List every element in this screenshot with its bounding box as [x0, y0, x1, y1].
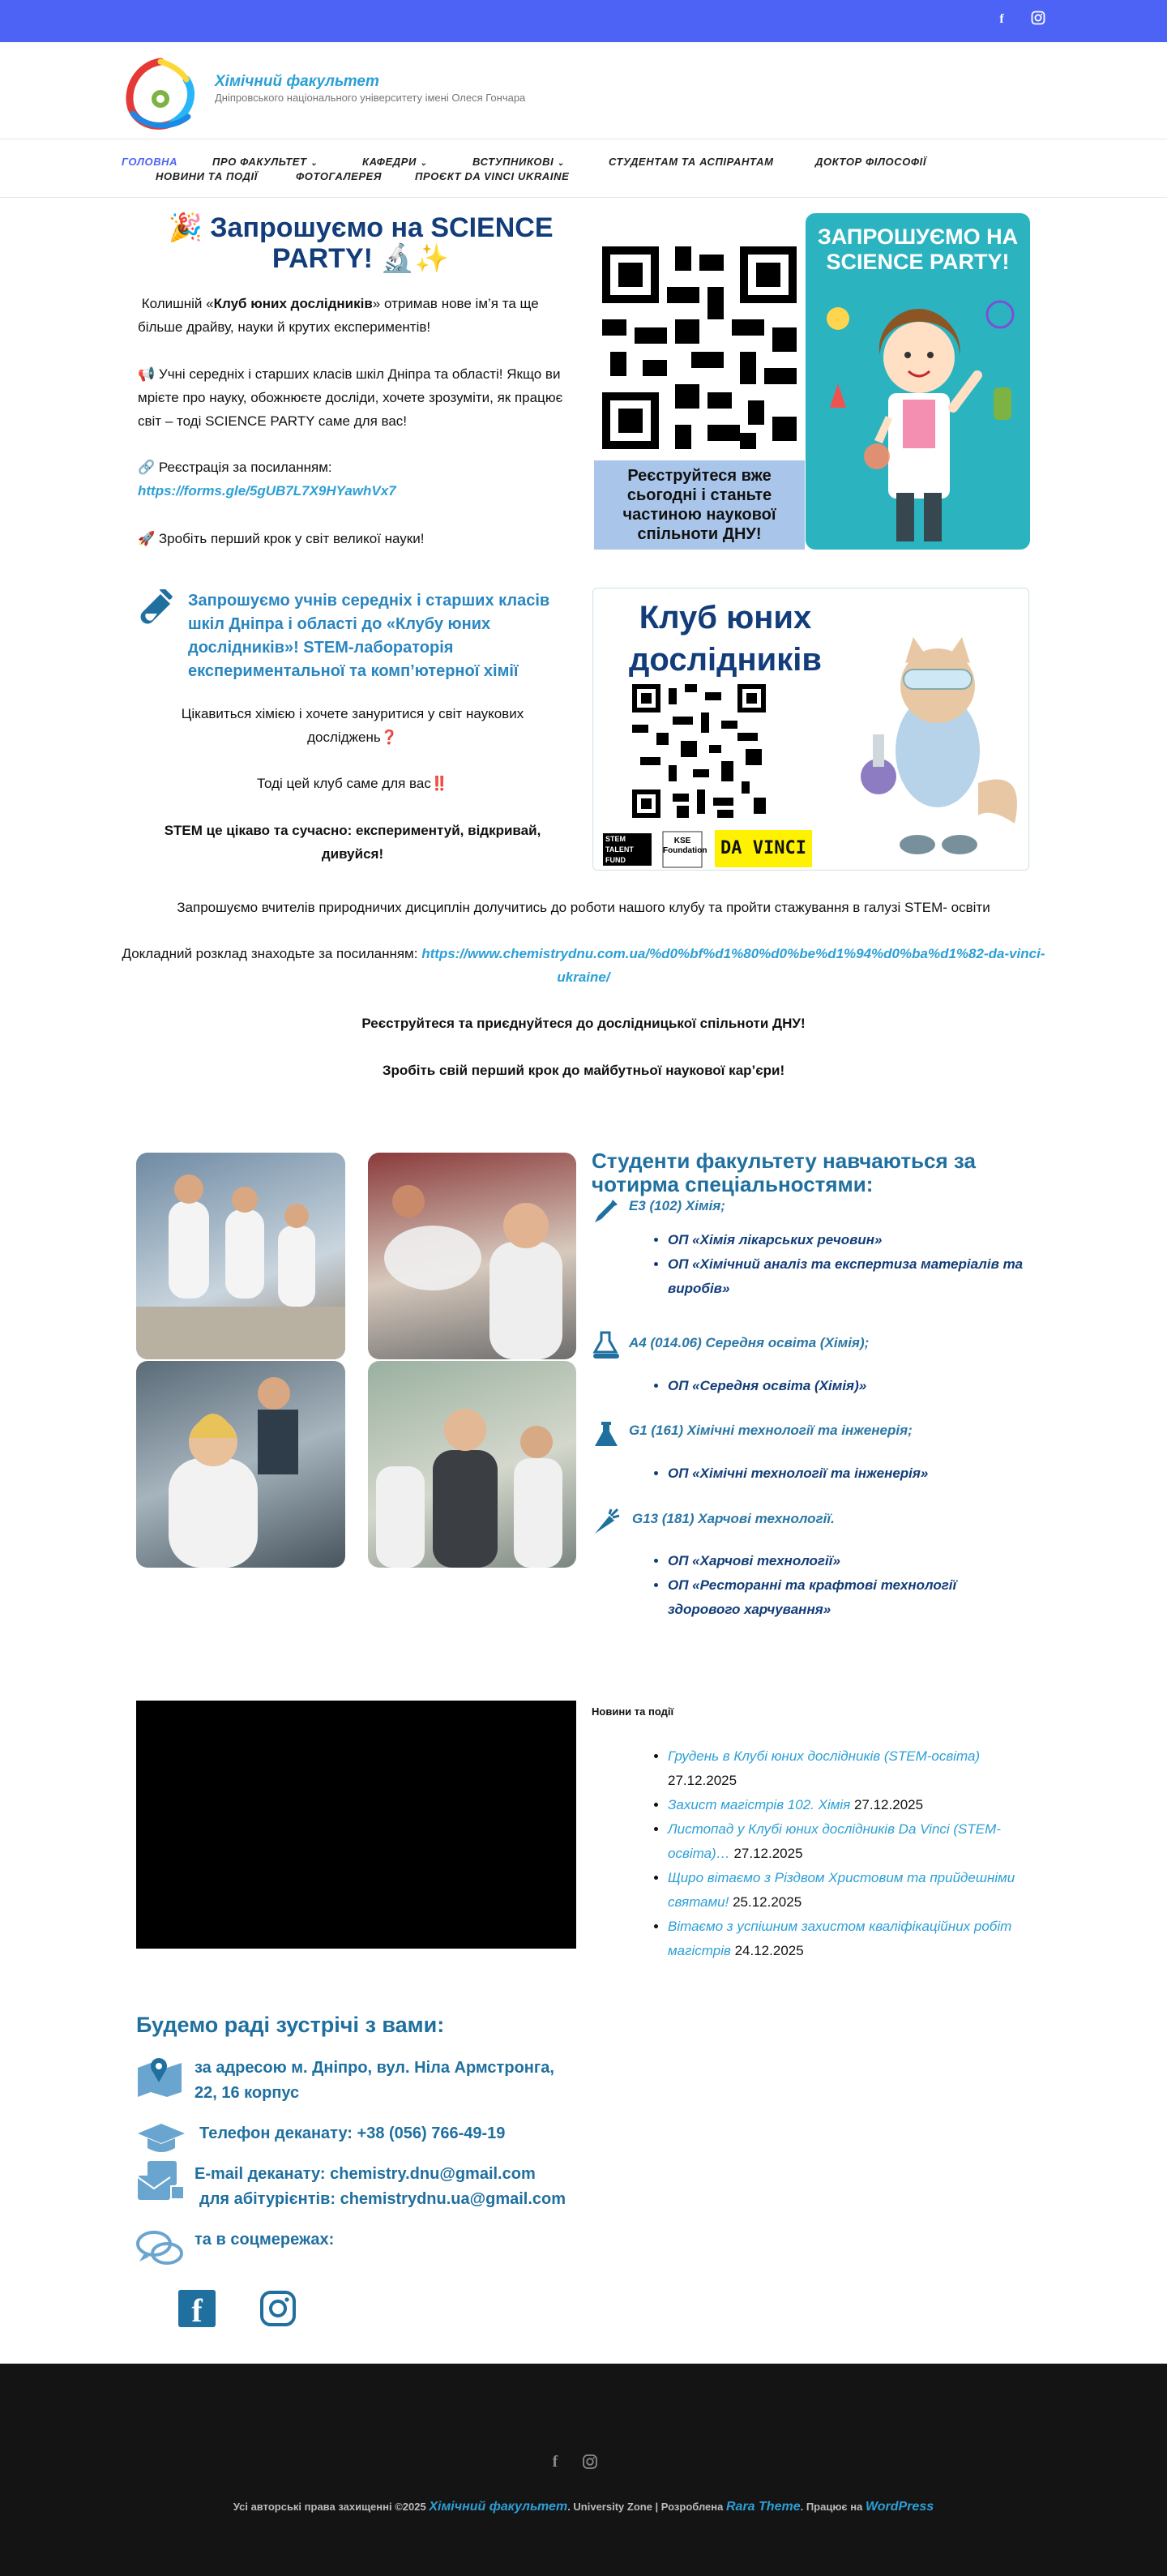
cta-first-step: Зробіть свій перший крок до майбутньої наукової кар’єри!: [382, 1063, 785, 1078]
footer-site-link[interactable]: Хімічний факультет: [429, 2500, 568, 2514]
news-link[interactable]: Захист магістрів 102. Хімія: [668, 1797, 851, 1812]
video-embed[interactable]: [136, 1701, 576, 1949]
party-paragraph-4: 🚀 Зробіть перший крок у світ великої науки!: [138, 531, 425, 546]
footer-copyright: [0, 2500, 1167, 2514]
nav-item-phd[interactable]: ДОКТОР ФІЛОСОФІЇ: [815, 156, 927, 168]
program-item: • ОП «Ресторанні та крафтові технології здорового харчування»: [668, 1573, 1024, 1622]
club-poster: [592, 588, 1029, 871]
news-item: [668, 1866, 1024, 1915]
envelope-icon: [136, 2159, 185, 2203]
party-registration-link[interactable]: https://forms.gle/5gUB7L7X9HYawhVx7: [138, 483, 396, 499]
nav-item-about[interactable]: [212, 156, 318, 168]
gallery-photo-3[interactable]: [136, 1361, 345, 1568]
schedule-line: [97, 942, 1070, 989]
gallery-photo-2[interactable]: [368, 1153, 576, 1359]
main-nav: [0, 139, 1167, 198]
club-stem-text: STEM це цікаво та сучасно: експериментуй, відкривай, дивуйся!: [164, 823, 541, 862]
party-qr-caption: Реєструйтеся вже сьогодні і станьте частиною наукової спільноти ДНУ!: [594, 460, 805, 550]
facebook-icon[interactable]: f: [178, 2290, 216, 2327]
carrot-icon: [592, 1508, 621, 1537]
poster-title: ЗАПРОШУЄМО НА SCIENCE PARTY!: [817, 225, 1019, 274]
news-date: 24.12.2025: [734, 1943, 804, 1958]
specialty-list-g13: [668, 1549, 1024, 1622]
news-item: [668, 1793, 1024, 1817]
science-party-poster: [806, 213, 1030, 550]
top-bar: [0, 0, 1167, 42]
specialty-title-e3: E3 (102) Хімія;: [629, 1198, 725, 1213]
facebook-icon[interactable]: f: [552, 2453, 558, 2471]
program-item: • ОП «Хімічні технології та інженерія»: [668, 1461, 1024, 1486]
facebook-icon[interactable]: f: [999, 12, 1004, 26]
contact-email-dean[interactable]: E-mail деканату: chemistry.dnu@gmail.com: [194, 2165, 536, 2183]
da-vinci-logo: DA VINCI: [720, 838, 806, 858]
specialty-list-g1: [668, 1461, 1024, 1486]
club-poster-title: Клуб юних дослідників: [629, 600, 822, 678]
nav-item-students[interactable]: СТУДЕНТАМ ТА АСПІРАНТАМ: [609, 156, 774, 168]
contact-social-label: та в соцмережах:: [194, 2231, 335, 2249]
kse-foundation-logo: KSE Foundation: [663, 837, 707, 855]
map-icon: [136, 2055, 183, 2097]
party-p1-post: » отримав нове ім’я та ще більше драйву, науки й крутих експериментів!: [138, 296, 539, 335]
nav-item-departments[interactable]: [362, 156, 427, 168]
party-paragraph-3: 🔗 Реєстрація за посиланням:: [138, 460, 332, 475]
teachers-invite: Запрошуємо вчителів природничих дисциплін долучитись до роботи нашого клубу та пройти стажування в галузі STEM- освіти: [177, 900, 990, 915]
nav-item-gallery[interactable]: ФОТОГАЛЕРЕЯ: [296, 170, 383, 182]
site-title[interactable]: Хімічний факультет: [215, 73, 379, 90]
nav-item-home[interactable]: ГОЛОВНА: [122, 156, 178, 168]
flask-hand-icon: [592, 1331, 621, 1360]
news-item: [668, 1817, 1024, 1866]
footer-powered-text: . Працює на: [800, 2501, 863, 2513]
specialty-list-a4: [668, 1374, 1024, 1398]
schedule-link[interactable]: https://www.chemistrydnu.com.ua/%d0%bf%d1%80%d0%be%d1%94%d0%ba%d1%82-da-vinci-ukraine/: [421, 946, 1045, 985]
nav-item-label: КАФЕДРИ: [362, 156, 417, 168]
nav-item-da-vinci[interactable]: ПРОЄКТ DA VINCI UKRAINE: [415, 170, 570, 182]
stem-talent-fund-logo: STEM TALENT FUND: [605, 835, 634, 864]
news-date: 27.12.2025: [668, 1773, 737, 1788]
copyright-text: Усі авторські права захищенні ©2025: [233, 2501, 426, 2513]
contacts-heading: Будемо раді зустрічі з вами:: [136, 2013, 445, 2037]
flask-icon: [592, 1420, 621, 1449]
footer-wordpress-link[interactable]: WordPress: [865, 2500, 934, 2514]
instagram-icon[interactable]: [582, 2454, 600, 2471]
schedule-pre: Докладний розклад знаходьте за посиланням:: [122, 946, 418, 961]
party-p1-pre: Колишній «: [141, 296, 214, 311]
site-footer: [0, 2364, 1167, 2576]
party-paragraph-2: 📢 Учні середніх і старших класів шкіл Дніпра та області! Якщо ви мрієте про науку, обожнюєте досліди, хочете зрозуміти, як працює світ – тоді SCIENCE PARTY саме для вас!: [138, 366, 563, 429]
news-heading: Новини та події: [592, 1705, 674, 1718]
contact-address: за адресою м. Дніпро, вул. Ніла Армстронга, 22, 16 корпус: [194, 2059, 554, 2102]
graduation-cap-icon: [136, 2122, 186, 2158]
specialty-title-a4: A4 (014.06) Середня освіта (Хімія);: [629, 1335, 870, 1350]
club-heading: Запрошуємо учнів середніх і старших класів шкіл Дніпра і області до «Клубу юних дослідників»! STEM-лабораторія експериментальної та комп’ютерної хімії: [188, 592, 550, 680]
party-title: 🎉 Запрошуємо на SCIENCE PARTY! 🔬✨: [168, 212, 554, 274]
chevron-down-icon: ⌄: [310, 159, 318, 168]
footer-theme-link[interactable]: Rara Theme: [726, 2500, 801, 2514]
instagram-icon[interactable]: [1029, 11, 1047, 28]
chevron-down-icon: ⌄: [420, 159, 428, 168]
contact-phone[interactable]: Телефон деканату: +38 (056) 766-49-19: [199, 2125, 506, 2142]
specialty-title-g1: G1 (161) Хімічні технології та інженерія;: [629, 1423, 913, 1438]
news-date: 25.12.2025: [733, 1894, 802, 1910]
nav-item-label: ПРО ФАКУЛЬТЕТ: [212, 156, 307, 168]
news-item: [668, 1744, 1024, 1793]
faculty-logo[interactable]: [122, 57, 199, 131]
cta-register: Реєструйтеся та приєднуйтеся до дослідницької спільноти ДНУ!: [361, 1016, 806, 1031]
news-item: [668, 1915, 1024, 1963]
gallery-photo-1[interactable]: [136, 1153, 345, 1359]
specialty-title-g13: G13 (181) Харчові технології.: [632, 1511, 835, 1526]
instagram-icon[interactable]: [259, 2290, 297, 2327]
news-date: 27.12.2025: [853, 1797, 924, 1812]
news-link[interactable]: Щиро вітаємо з Різдвом Христовим та прийдешніми святами!: [668, 1870, 1015, 1910]
program-item: • ОП «Харчові технології»: [668, 1549, 1024, 1573]
program-item: • ОП «Хімія лікарських речовин»: [668, 1228, 1024, 1252]
news-link[interactable]: Листопад у Клубі юних дослідників Da Vinci (STEM-освіта)…: [668, 1821, 1001, 1861]
pipette-icon: [592, 1196, 621, 1226]
club-question-1: Цікавиться хімією і хочете зануритися у світ наукових досліджень❓: [181, 706, 524, 745]
specialties-heading: Студенти факультету навчаються за чотирма спеціальностями:: [592, 1149, 976, 1196]
chevron-down-icon: ⌄: [557, 159, 565, 168]
gallery-photo-4[interactable]: [368, 1361, 576, 1568]
footer-theme-text: . University Zone | Розроблена: [567, 2501, 724, 2513]
contact-email-applicants[interactable]: для абітурієнтів: chemistrydnu.ua@gmail.com: [199, 2190, 566, 2208]
party-qr-code: [594, 237, 805, 458]
news-date: 27.12.2025: [733, 1846, 803, 1861]
nav-item-applicants[interactable]: [472, 156, 565, 168]
news-list: [668, 1744, 1024, 1963]
program-item: • ОП «Хімічний аналіз та експертиза матеріалів та виробів»: [668, 1252, 1024, 1301]
party-paragraph-1: [138, 292, 575, 339]
news-link[interactable]: Вітаємо з успішним захистом кваліфікаційних робіт магістрів: [668, 1919, 1012, 1958]
program-item: • ОП «Середня освіта (Хімія)»: [668, 1374, 1024, 1398]
nav-item-label: ВСТУПНИКОВІ: [472, 156, 554, 168]
test-tube-icon: [136, 589, 175, 628]
news-link[interactable]: Грудень в Клубі юних дослідників (STEM-освіта): [668, 1748, 981, 1764]
club-question-2: Тоді цей клуб саме для вас‼️: [256, 776, 449, 791]
chat-icon: [136, 2229, 183, 2268]
nav-item-news[interactable]: НОВИНИ ТА ПОДІЇ: [156, 170, 258, 182]
specialty-list-e3: [668, 1228, 1024, 1301]
club-name-bold: Клуб юних дослідників: [213, 296, 373, 311]
site-description: Дніпровського національного університету імені Олеся Гончара: [215, 92, 526, 104]
